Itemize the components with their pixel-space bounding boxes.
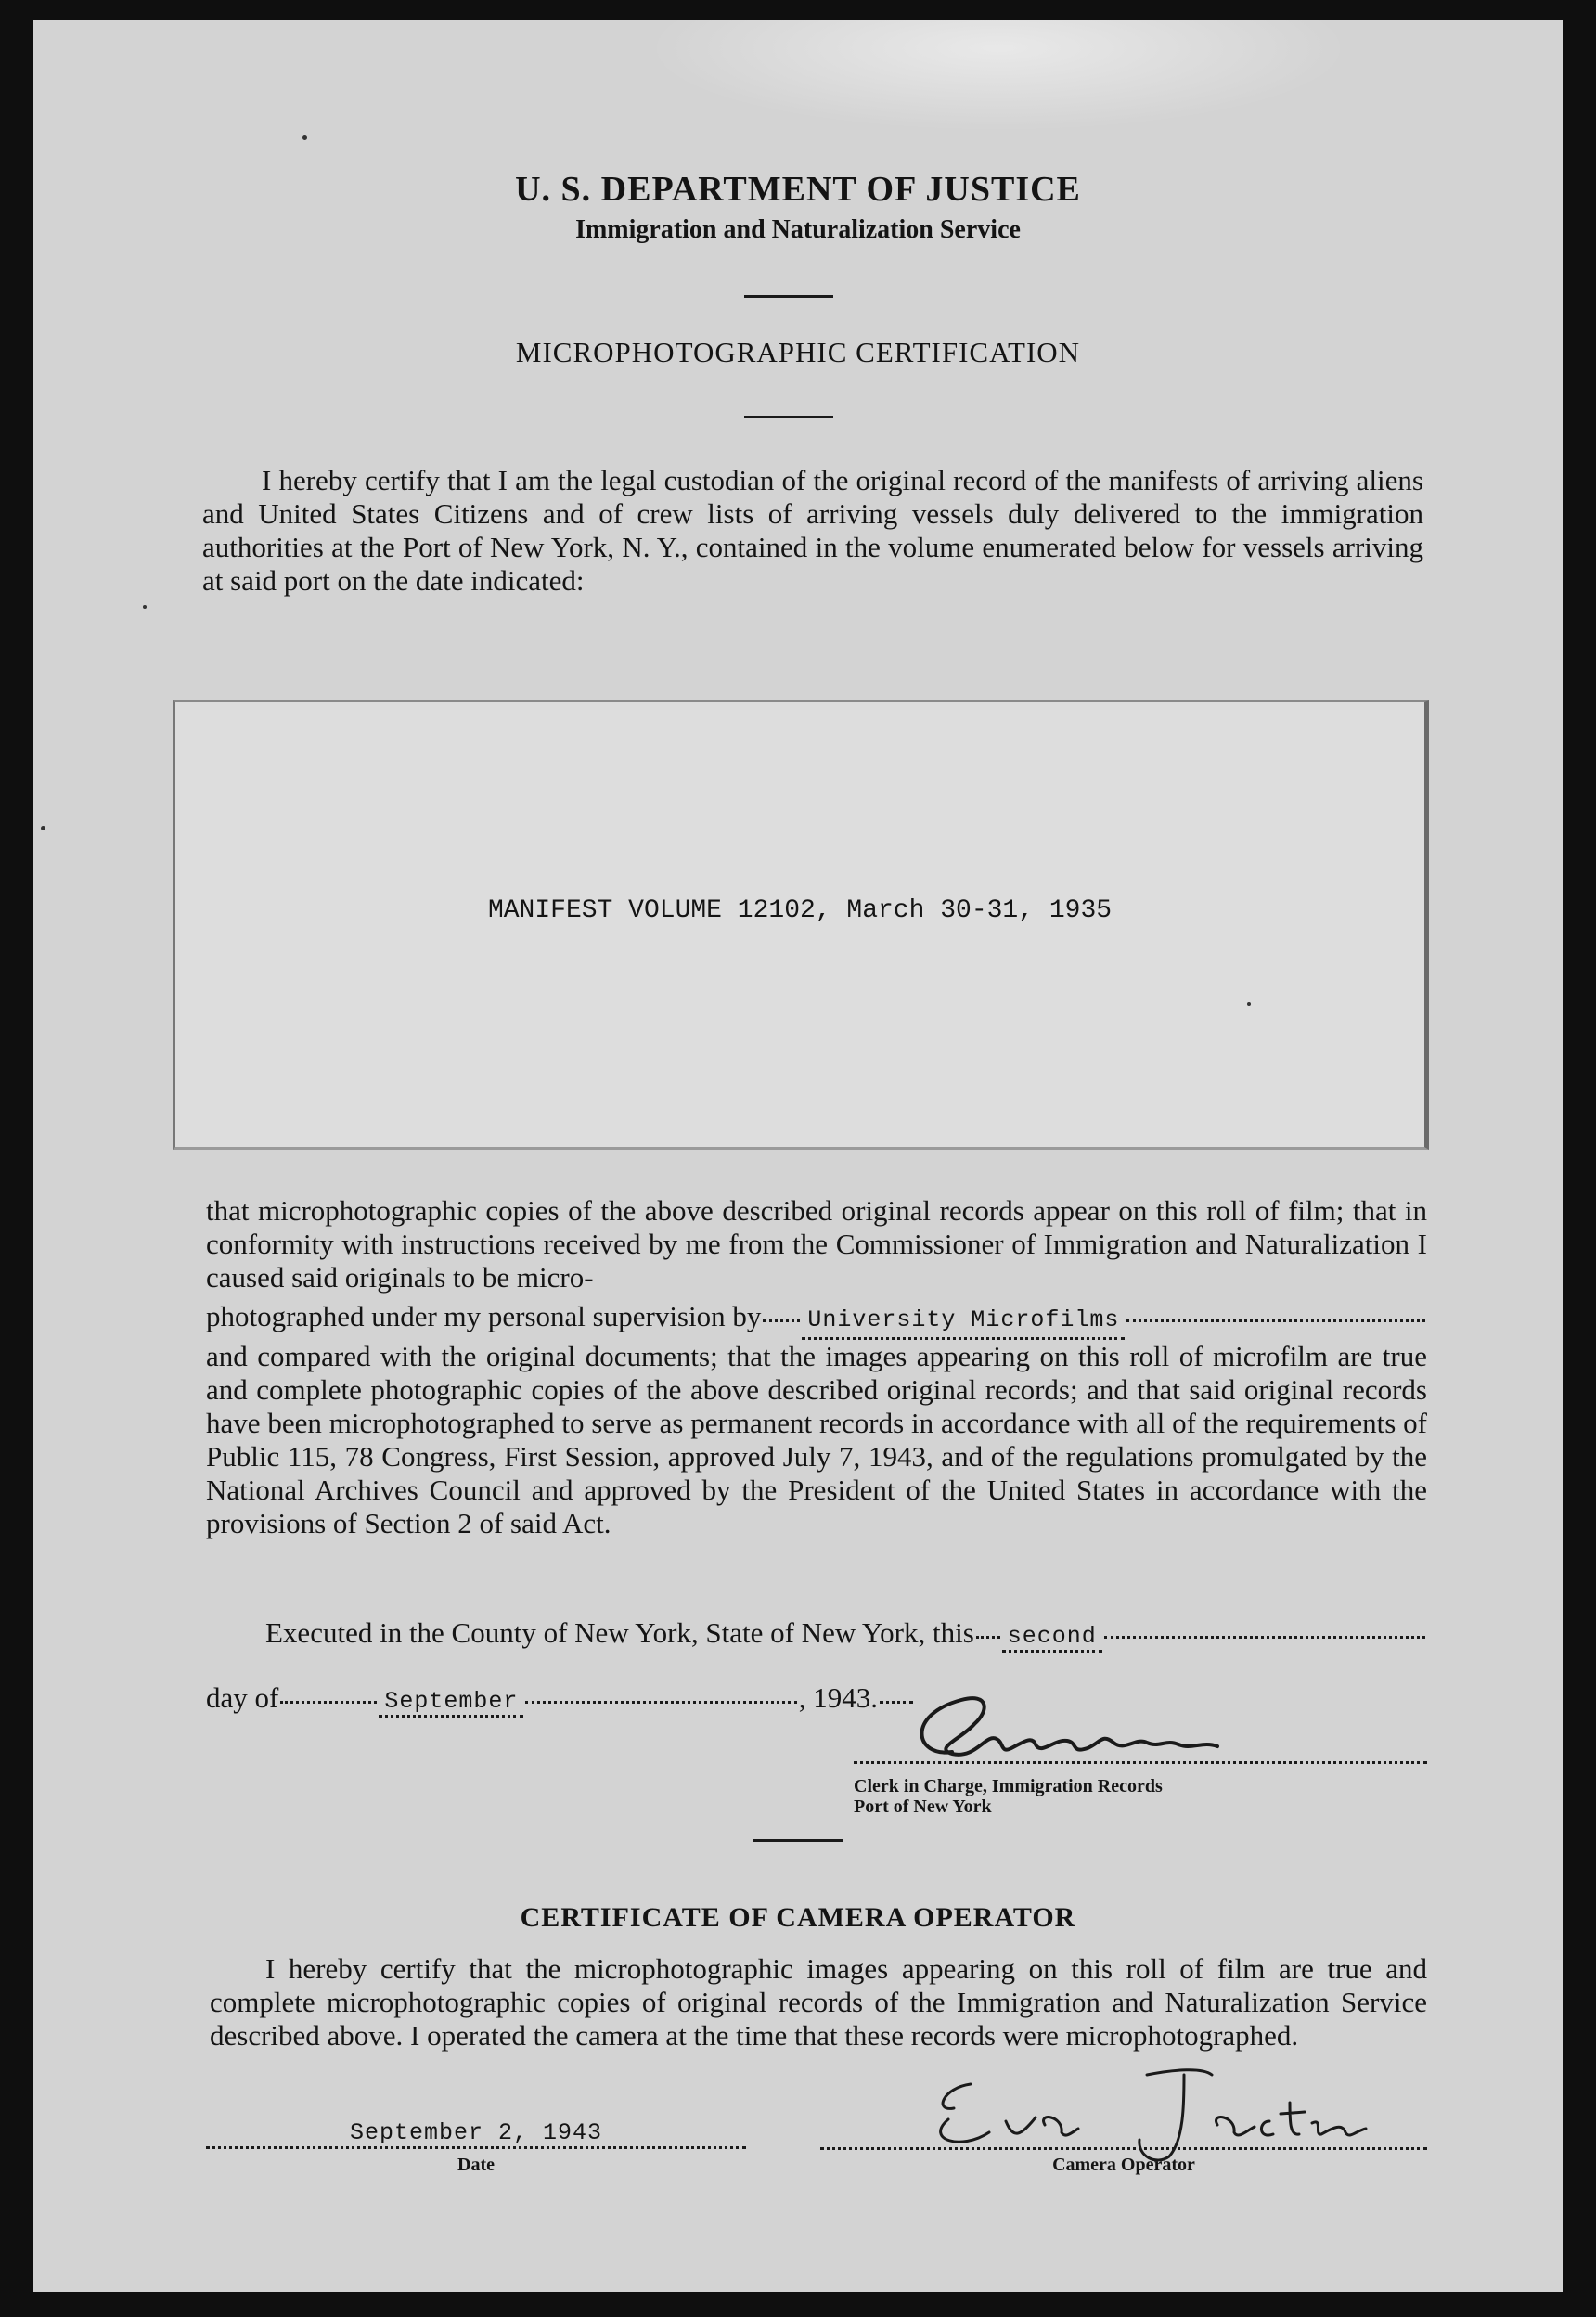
clerk-signature-line — [854, 1761, 1427, 1764]
service-heading: Immigration and Naturalization Service — [575, 215, 1021, 244]
camera-certificate-paragraph: I hereby certify that the microphotographic images appearing on this roll of film are true and complete microphotographic copies of original records of the Immigration and Naturalization Service described above. I operated the camera at the time that these records were microphotographed. — [210, 1952, 1427, 2052]
execution-line — [206, 1616, 1427, 1653]
execution-month: September — [379, 1688, 523, 1718]
camera-operator-label: Camera Operator — [1052, 2155, 1195, 2175]
department-heading: U. S. DEPARTMENT OF JUSTICE — [515, 170, 1081, 209]
clerk-title-line1: Clerk in Charge, Immigration Records — [854, 1776, 1163, 1796]
photographed-by-line — [206, 1300, 1427, 1340]
date-label: Date — [457, 2155, 495, 2175]
clerk-signature — [896, 1687, 1295, 1770]
day-of-label: day of — [206, 1681, 279, 1714]
certification-title: MICROPHOTOGRAPHIC CERTIFICATION — [515, 336, 1081, 368]
dotted-leader — [525, 1701, 796, 1704]
operator-date-value: September 2, 1943 — [206, 2119, 746, 2149]
divider — [744, 295, 833, 298]
execution-day: second — [1002, 1623, 1102, 1653]
manifest-text: MANIFEST VOLUME 12102, March 30-31, 1935 — [487, 896, 1113, 925]
dotted-leader — [1104, 1636, 1425, 1639]
divider — [753, 1839, 843, 1842]
scan-speck — [302, 135, 307, 140]
photographer-name: University Microfilms — [802, 1304, 1125, 1340]
scan-speck — [41, 826, 45, 830]
operator-signature-line — [820, 2147, 1427, 2150]
camera-certificate-title: CERTIFICATE OF CAMERA OPERATOR — [520, 1902, 1076, 1933]
clerk-title-line2: Port of New York — [854, 1796, 992, 1817]
body-text-part1: that microphotographic copies of the above described original records appear on this roll of film; that in conformity with instructions received by me from the Commissioner of Immigration and Naturalization I caused said originals to be micro- — [206, 1194, 1427, 1294]
body-text-part2: and compared with the original documents; that the images appearing on this roll of microfilm are true and complete photographic copies of the above described original records; and that said original records have been microphotographed to serve as permanent records in accordance with all of the requirements of Public 115, 78 Congress, First Session, approved July 7, 1943, and of the regulations promulgated by the National Archives Council and approved by the President of the United States in accordance with the provisions of Section 2 of said Act. — [206, 1340, 1427, 1539]
execution-text: Executed in the County of New York, State of New York, this — [265, 1616, 974, 1649]
dotted-leader — [280, 1701, 377, 1704]
scan-speck — [1247, 1002, 1251, 1006]
certification-body — [206, 1194, 1427, 1540]
manifest-box — [173, 700, 1429, 1150]
clerk-title — [854, 1776, 1163, 1817]
photographed-by-label: photographed under my personal supervision by — [206, 1300, 762, 1332]
execution-year: , 1943. — [798, 1681, 878, 1714]
dotted-leader — [1126, 1319, 1425, 1322]
certificate-page — [33, 20, 1563, 2292]
day-of-line — [206, 1681, 915, 1718]
dotted-leader — [763, 1319, 800, 1322]
scan-speck — [143, 605, 147, 609]
divider — [744, 416, 833, 418]
intro-paragraph: I hereby certify that I am the legal custodian of the original record of the manifests of arriving aliens and United States Citizens and of crew lists of arriving vessels duly delivered to the immigration authorities at the Port of New York, N. Y., contained in the volume enumerated below for vessels arriving at said port on the date indicated: — [202, 464, 1423, 597]
dotted-leader — [976, 1636, 1000, 1639]
